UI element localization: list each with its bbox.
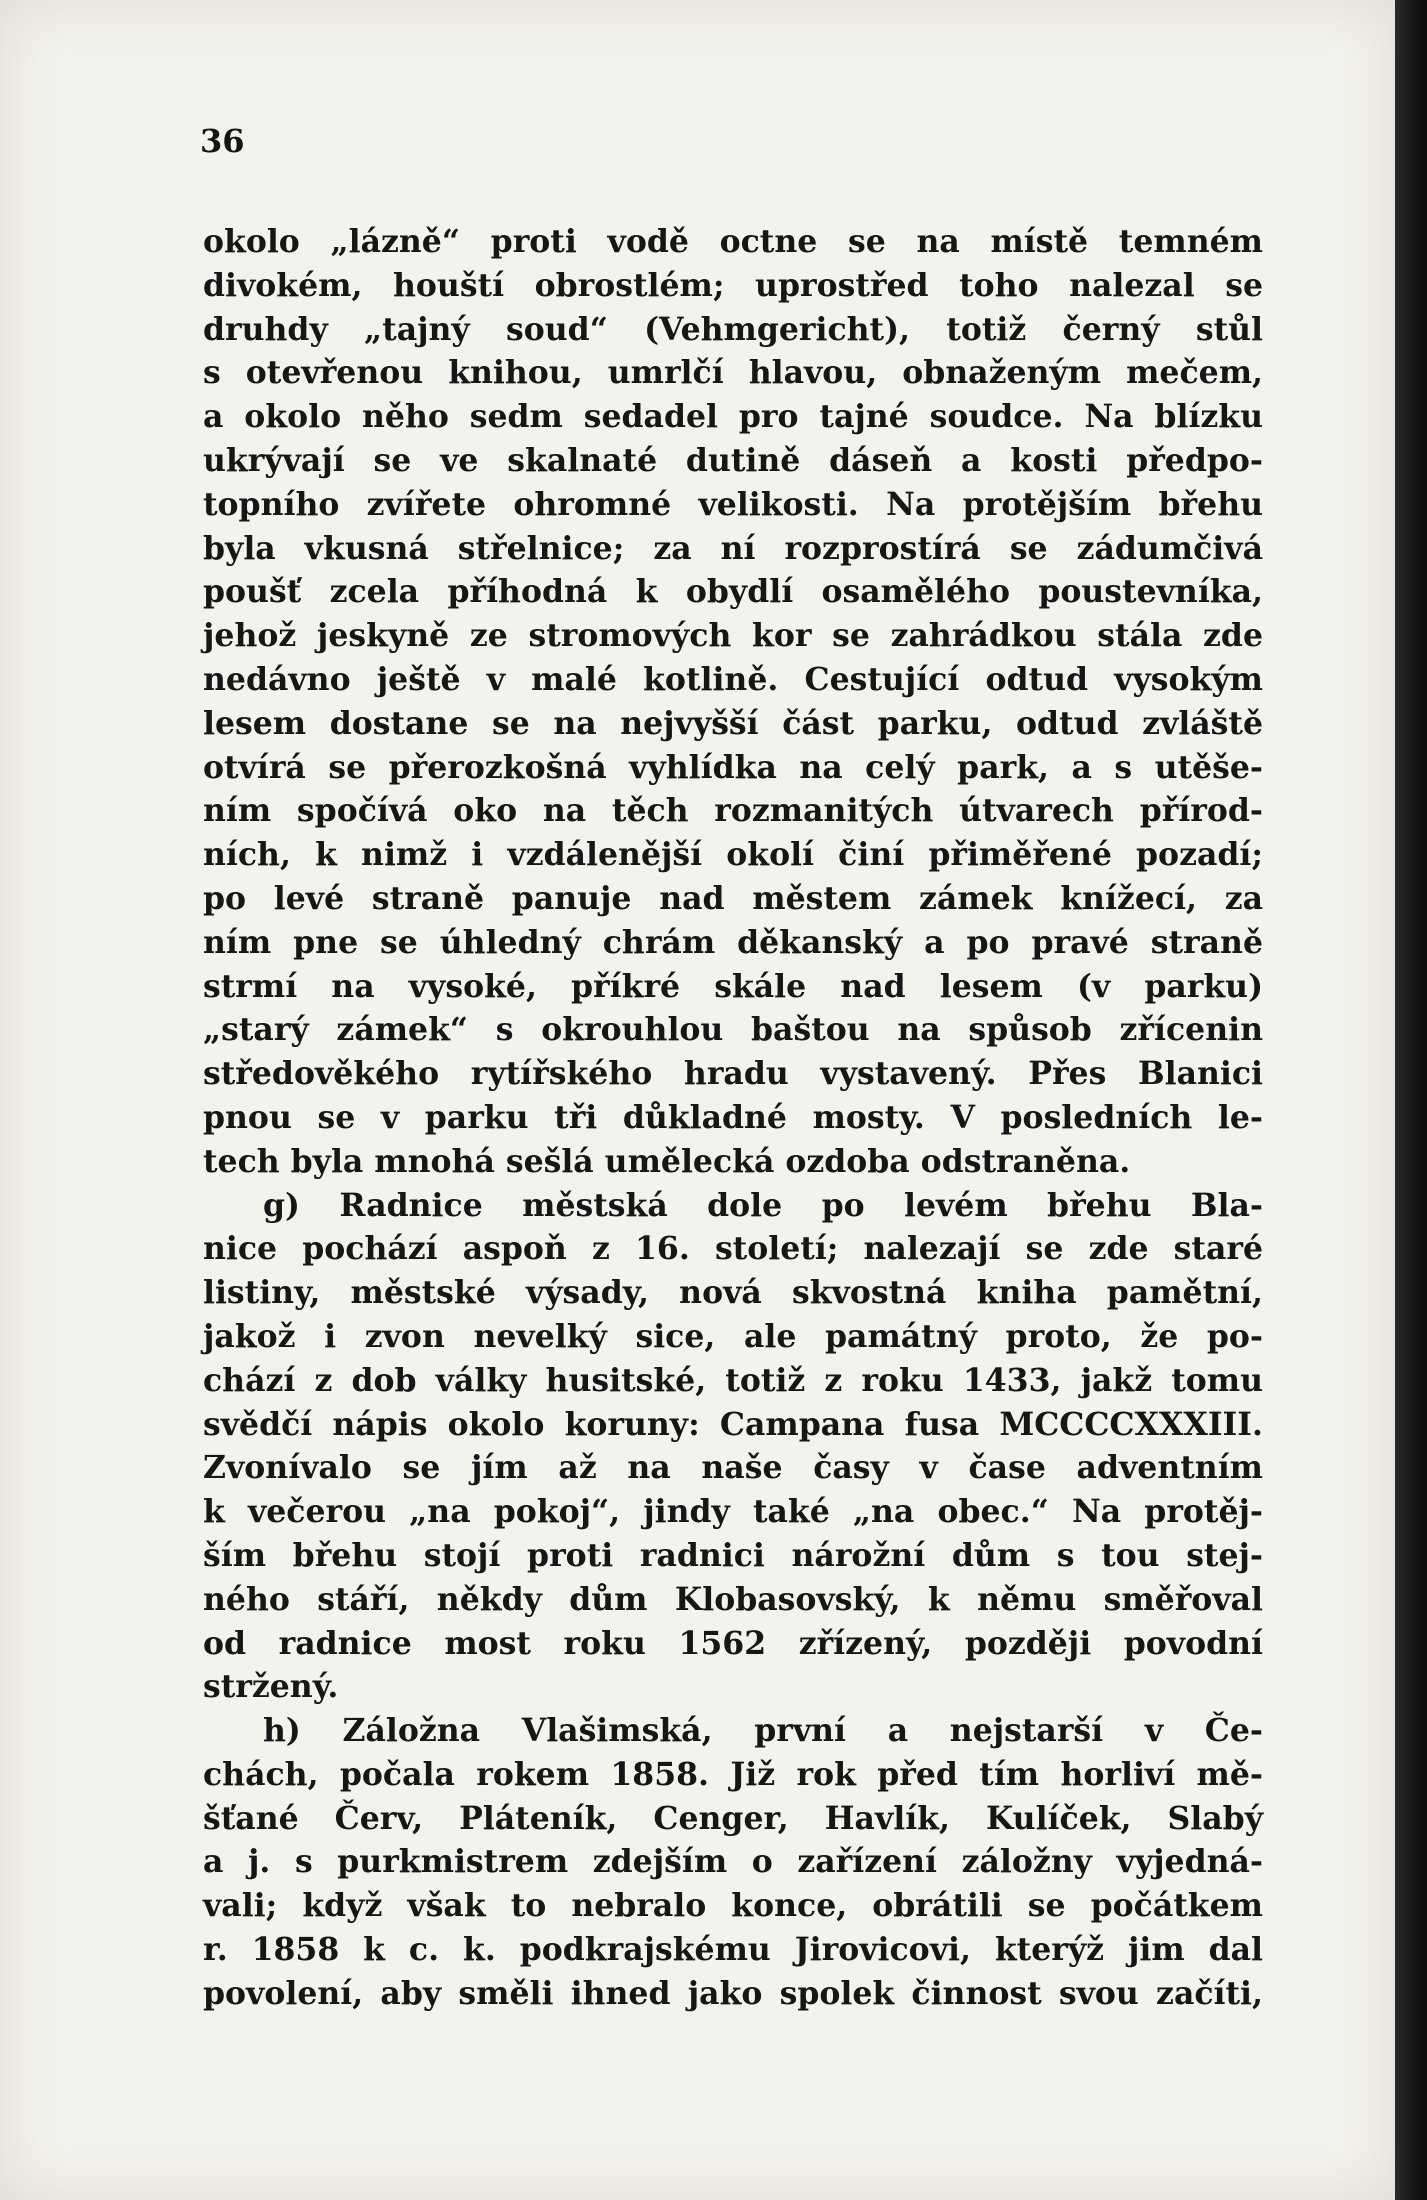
text-line: druhdy „tajný soud“ (Vehmgericht), totiž černý stůl: [203, 310, 1263, 348]
text-line: vali; když však to nebralo konce, obrátili se počátkem: [203, 1887, 1263, 1925]
text-line: po levé straně panuje nad městem zámek knížecí, za: [203, 879, 1263, 917]
scan-edge-shadow: [1395, 0, 1427, 2200]
text-line: g) Radnice městská dole po levém břehu Bla-: [263, 1186, 1263, 1224]
text-line: jakož i zvon nevelký sice, ale památný proto, že po-: [203, 1317, 1263, 1355]
text-line: jehož jeskyně ze stromových kor se zahrádkou stála zde: [203, 617, 1263, 655]
text-line: lesem dostane se na nejvyšší část parku, odtud zvláště: [203, 704, 1263, 742]
text-line: h) Záložna Vlašimská, první a nejstarší v Če-: [263, 1712, 1263, 1750]
text-line: chách, počala rokem 1858. Již rok před tím horliví mě-: [203, 1755, 1263, 1793]
text-line: ním pne se úhledný chrám děkanský a po pravé straně: [203, 923, 1263, 961]
text-line: ukrývají se ve skalnaté dutině dáseň a kosti předpo-: [203, 441, 1263, 479]
text-line: k večerou „na pokoj“, jindy také „na obec.“ Na protěj-: [203, 1493, 1263, 1531]
text-line: středověkého rytířského hradu vystavený. Přes Blanici: [203, 1055, 1263, 1093]
text-line: svědčí nápis okolo koruny: Campana fusa MCCCCXXXIII.: [203, 1405, 1263, 1443]
text-line: topního zvířete ohromné velikosti. Na protějším břehu: [203, 485, 1263, 523]
text-line: stržený.: [203, 1668, 339, 1706]
text-line: ného stáří, někdy dům Klobasovský, k němu směřoval: [203, 1580, 1263, 1618]
text-line: ních, k nimž i vzdálenější okolí činí přiměřené pozadí;: [203, 836, 1263, 874]
text-line: tech byla mnohá sešlá umělecká ozdoba odstraněna.: [203, 1142, 1131, 1180]
text-line: ším břehu stojí proti radnici nárožní dům s tou stej-: [203, 1536, 1263, 1574]
text-line: nice pochází aspoň z 16. století; nalezají se zde staré: [203, 1230, 1263, 1268]
text-line: byla vkusná střelnice; za ní rozprostírá se zádumčivá: [203, 529, 1263, 567]
text-line: pnou se v parku tři důkladné mosty. V posledních le-: [203, 1098, 1263, 1136]
text-line: r. 1858 k c. k. podkrajskému Jirovicovi, kterýž jim dal: [203, 1931, 1263, 1969]
page-number: 36: [200, 122, 245, 160]
text-line: s otevřenou knihou, umrlčí hlavou, obnaženým mečem,: [203, 354, 1263, 392]
text-line: a j. s purkmistrem zdejším o zařízení záložny vyjedná-: [203, 1843, 1263, 1881]
text-line: strmí na vysoké, příkré skále nad lesem (v parku): [203, 967, 1263, 1005]
text-line: od radnice most roku 1562 zřízený, později povodní: [203, 1624, 1263, 1662]
text-line: „starý zámek“ s okrouhlou baštou na spůsob zřícenin: [203, 1011, 1263, 1049]
text-line: ním spočívá oko na těch rozmanitých útvarech přírod-: [203, 792, 1263, 830]
text-line: listiny, městské výsady, nová skvostná kniha pamětní,: [203, 1274, 1263, 1312]
text-line: chází z dob války husitské, totiž z roku 1433, jakž tomu: [203, 1361, 1263, 1399]
text-line: otvírá se přerozkošná vyhlídka na celý park, a s utěše-: [203, 748, 1263, 786]
text-line: povolení, aby směli ihned jako spolek činnost svou začíti,: [203, 1974, 1263, 2012]
text-line: nedávno ještě v malé kotlině. Cestující odtud vysokým: [203, 660, 1263, 698]
text-line: šťané Červ, Pláteník, Cenger, Havlík, Kulíček, Slabý: [203, 1799, 1263, 1837]
text-line: okolo „lázně“ proti vodě octne se na místě temném: [203, 223, 1263, 260]
text-line: divokém, houští obrostlém; uprostřed toho nalezal se: [203, 266, 1263, 304]
text-line: Zvonívalo se jím až na naše časy v čase adventním: [203, 1449, 1263, 1487]
text-line: poušť zcela příhodná k obydlí osamělého poustevníka,: [203, 573, 1263, 611]
body-text: [203, 220, 1263, 2016]
text-line: a okolo něho sedm sedadel pro tajné soudce. Na blízku: [203, 398, 1263, 436]
